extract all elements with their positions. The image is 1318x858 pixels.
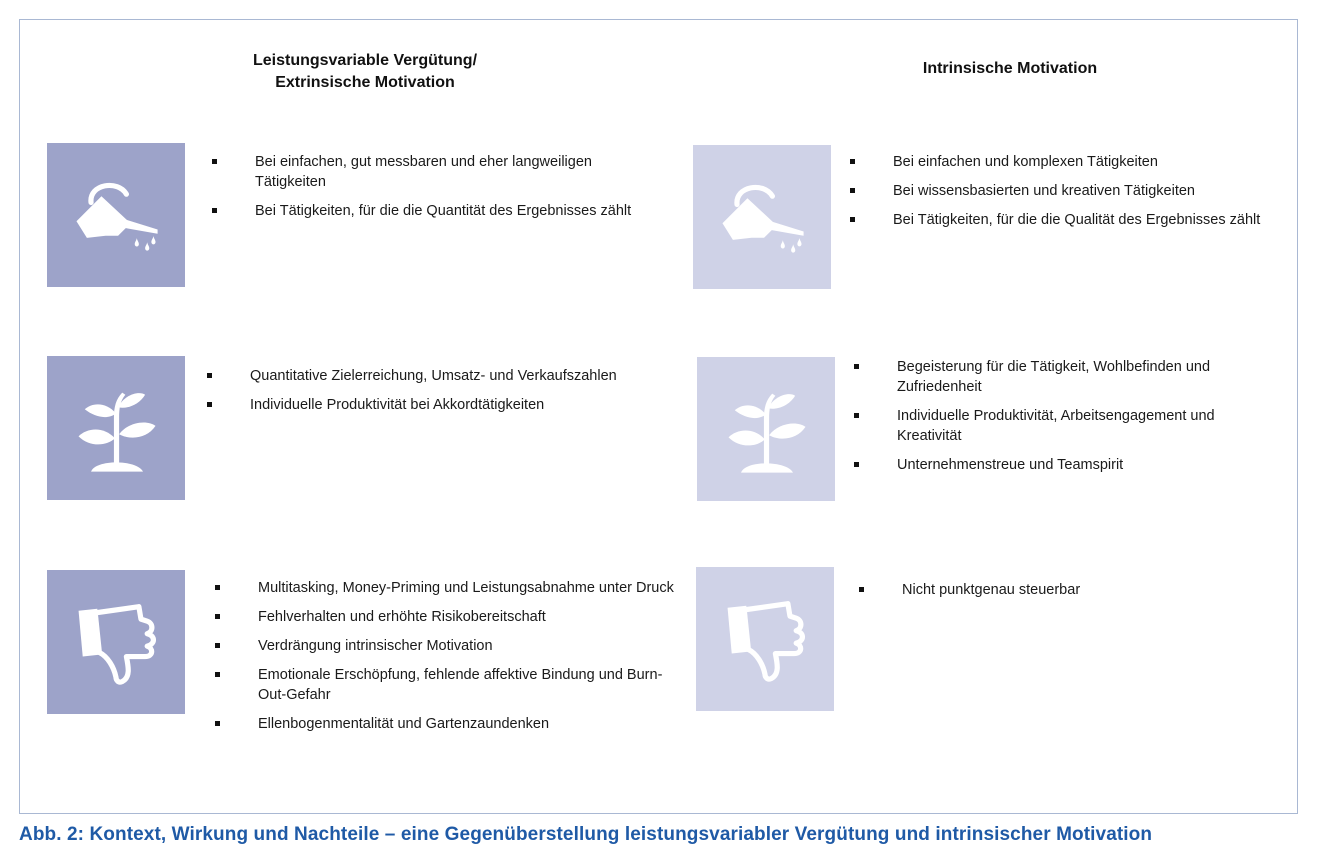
watering-can-icon [64,163,168,267]
list-right-context [848,152,1273,239]
list-item: Emotionale Erschöpfung, fehlende affektive Bindung und Burn-Out-Gefahr [213,665,683,705]
figure-caption: Abb. 2: Kontext, Wirkung und Nachteile – eine Gegenüberstellung leistungsvariabler Vergütung und intrinsischer Motivation [19,824,1153,845]
list-item: Begeisterung für die Tätigkeit, Wohlbefinden und Zufriedenheit [852,357,1277,397]
plant-sprout-icon [714,377,818,481]
list-left-drawbacks [213,578,683,743]
list-item: Nicht punktgenau steuerbar [857,580,1257,600]
list-item: Fehlverhalten und erhöhte Risikobereitschaft [213,607,683,627]
heading-extrinsic-motivation: Leistungsvariable Vergütung/ Extrinsische Motivation [252,52,478,91]
list-item: Bei einfachen, gut messbaren und eher langweiligen Tätigkeiten [210,152,660,192]
tile-left-drawbacks [47,570,185,714]
list-left-context [210,152,660,230]
list-item: Unternehmenstreue und Teamspirit [852,455,1277,475]
list-item: Bei Tätigkeiten, für die die Quantität des Ergebnisses zählt [210,201,660,221]
plant-sprout-icon [64,376,168,480]
thumbs-down-icon [713,587,817,691]
list-item: Multitasking, Money-Priming und Leistungsabnahme unter Druck [213,578,683,598]
list-item: Bei wissensbasierten und kreativen Tätigkeiten [848,181,1273,201]
list-item: Bei einfachen und komplexen Tätigkeiten [848,152,1273,172]
list-left-effect [205,366,675,424]
tile-left-effect [47,356,185,500]
tile-right-drawbacks [696,567,834,711]
tile-left-context [47,143,185,287]
list-item: Ellenbogenmentalität und Gartenzaundenken [213,714,683,734]
list-item: Verdrängung intrinsischer Motivation [213,636,683,656]
tile-right-context [693,145,831,289]
list-item: Bei Tätigkeiten, für die die Qualität des Ergebnisses zählt [848,210,1273,230]
thumbs-down-icon [64,590,168,694]
list-item: Quantitative Zielerreichung, Umsatz- und Verkaufszahlen [205,366,675,386]
list-item: Individuelle Produktivität, Arbeitsengagement und Kreativität [852,406,1277,446]
list-right-effect [852,357,1277,484]
list-item: Individuelle Produktivität bei Akkordtätigkeiten [205,395,675,415]
watering-can-icon [710,165,814,269]
list-right-drawbacks [857,580,1257,609]
tile-right-effect [697,357,835,501]
heading-intrinsic-motivation: Intrinsische Motivation [922,60,1098,77]
